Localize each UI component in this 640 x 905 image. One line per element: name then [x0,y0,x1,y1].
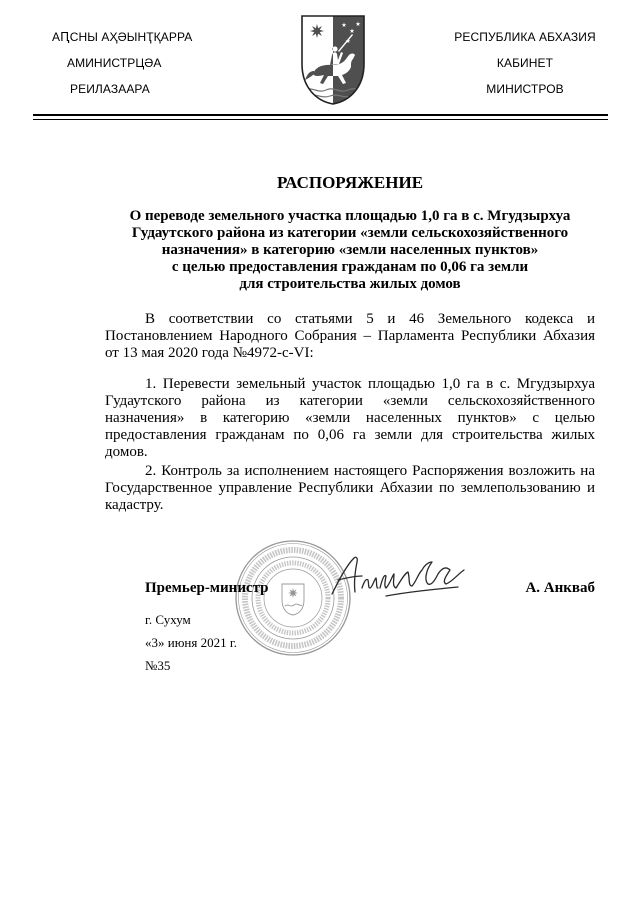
preamble-paragraph [105,311,595,362]
signatory-position: Премьер-министр [145,580,269,596]
preamble-line: В соответствии со статьями 5 и 46 Земельного кодекса и [145,311,595,327]
header-right-line-3: МИНИСТРОВ [486,82,564,96]
preamble-line: от 13 мая 2020 года №4972-с-VI: [105,345,314,361]
handwritten-signature-icon [328,552,468,604]
subject-line: Гудаутского района из категории «земли сельскохозяйственного [131,225,569,241]
document-title: РАСПОРЯЖЕНИЕ [276,173,424,192]
header-divider-thick [33,114,608,116]
order-item-2 [105,463,595,514]
order-item-1 [105,376,595,461]
header-left-line-1: АԤСНЫ АҲӘЫНҬҚАРРА [52,30,193,44]
preamble-line: Постановлением Народного Собрания – Парламента Республики Абхазия [105,328,595,344]
document-number: №35 [145,658,171,673]
header-right-line-2: КАБИНЕТ [496,56,554,70]
header-right-line-1: РЕСПУБЛИКА АБХАЗИЯ [454,30,596,44]
header-right [445,0,605,110]
item-line: Гудаутского района из категории «земли сельскохозяйственного [105,393,595,409]
document-date: «3» июня 2021 г. [145,635,237,650]
header-left-line-2: АМИНИСТРЦӘА [67,56,162,70]
item-line: назначения» в категорию «земли населенных пунктов» с целью [105,410,595,426]
item-line: домов. [105,444,148,460]
subject-line: О переводе земельного участка площадью 1,0 га в с. Мгудзырхуа [129,208,571,224]
item-line: предоставления гражданам по 0,06 га земли для строительства жилых [105,427,595,443]
subject-line: с целью предоставления гражданам по 0,06 га земли [171,259,529,275]
document-footer [145,608,237,677]
document-subject [105,208,595,293]
item-line: Государственное управление Республики Абхазии по землепользованию и [105,480,595,496]
subject-line: назначения» в категорию «земли населенных пунктов» [161,242,539,258]
signatory-name: А. Анкваб [525,580,595,596]
coat-of-arms-icon [300,14,366,106]
subject-line: для строительства жилых домов [239,276,461,292]
document-place: г. Сухум [145,612,191,627]
header-left-line-3: РЕИЛАЗААРА [70,82,150,96]
item-line: кадастру. [105,497,164,513]
item-line: 2. Контроль за исполнением настоящего Распоряжения возложить на [145,463,595,479]
header-divider-thin [33,119,608,120]
item-line: 1. Перевести земельный участок площадью 1,0 га в с. Мгудзырхуа [145,376,595,392]
